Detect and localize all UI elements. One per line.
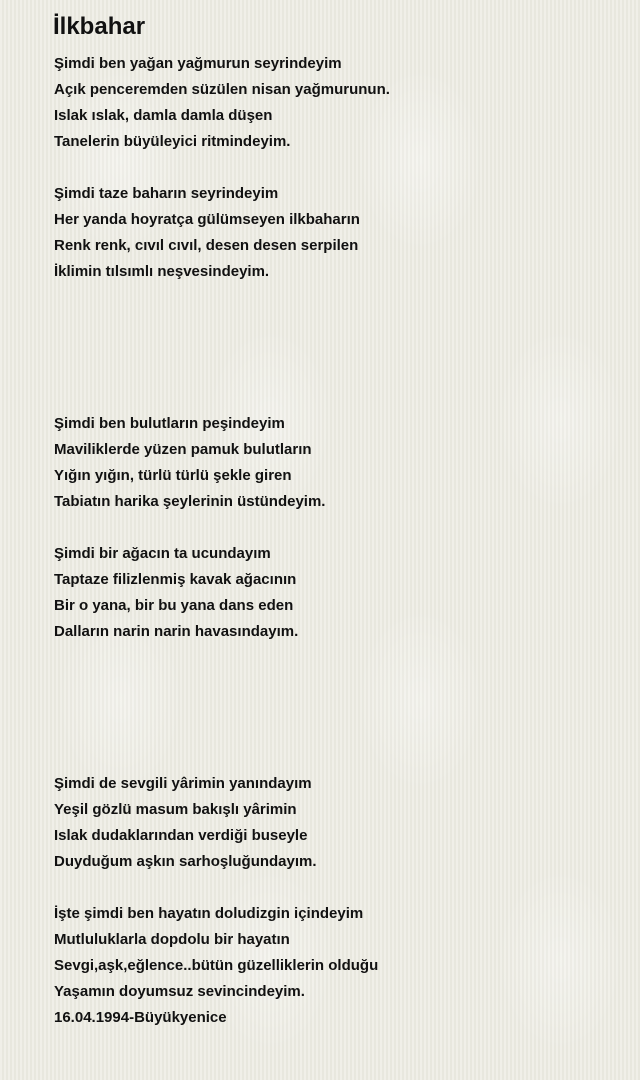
poem-line: Yaşamın doyumsuz sevincindeyim. <box>54 983 305 1000</box>
poem-line: Islak dudaklarından verdiği buseyle <box>54 827 308 844</box>
poem-line: Şimdi taze baharın seyrindeyim <box>54 185 279 202</box>
poem-line: Duyduğum aşkın sarhoşluğundayım. <box>54 853 317 870</box>
poem-line: Yığın yığın, türlü türlü şekle giren <box>54 467 292 484</box>
poem-line: Şimdi bir ağacın ta ucundayım <box>54 545 271 562</box>
poem-line: Renk renk, cıvıl cıvıl, desen desen serpilen <box>54 237 359 254</box>
poem-date-place: 16.04.1994-Büyükyenice <box>54 1009 227 1026</box>
poem-line: İklimin tılsımlı neşvesindeyim. <box>54 263 270 280</box>
poem-line: Tanelerin büyüleyici ritmindeyim. <box>54 133 291 150</box>
poem-line: İşte şimdi ben hayatın doludizgin içindeyim <box>54 905 364 922</box>
stanza <box>54 51 390 155</box>
poem-line: Bir o yana, bir bu yana dans eden <box>54 597 294 614</box>
poem-line: Sevgi,aşk,eğlence..bütün güzelliklerin olduğu <box>54 957 379 974</box>
poem-line: Islak ıslak, damla damla düşen <box>54 107 273 124</box>
poem-line: Taptaze filizlenmiş kavak ağacının <box>54 571 297 588</box>
poem-line: Açık penceremden süzülen nisan yağmurunun. <box>54 81 390 98</box>
poem-line: Mutluluklarla dopdolu bir hayatın <box>54 931 290 948</box>
stanza <box>54 181 360 285</box>
stanza <box>54 541 298 645</box>
poem-line: Tabiatın harika şeylerinin üstündeyim. <box>54 493 326 510</box>
poem-line: Yeşil gözlü masum bakışlı yârimin <box>54 801 297 818</box>
stanza <box>54 411 325 515</box>
stanza <box>54 771 317 875</box>
poem-line: Şimdi de sevgili yârimin yanındayım <box>54 775 312 792</box>
poem-title: İlkbahar <box>53 13 146 40</box>
poem-line: Dalların narin narin havasındayım. <box>54 623 299 640</box>
stanza <box>54 901 378 1031</box>
poem-line: Şimdi ben yağan yağmurun seyrindeyim <box>54 55 342 72</box>
poem-line: Şimdi ben bulutların peşindeyim <box>54 415 285 432</box>
poem-line: Her yanda hoyratça gülümseyen ilkbaharın <box>54 211 360 228</box>
poem-line: Maviliklerde yüzen pamuk bulutların <box>54 441 312 458</box>
